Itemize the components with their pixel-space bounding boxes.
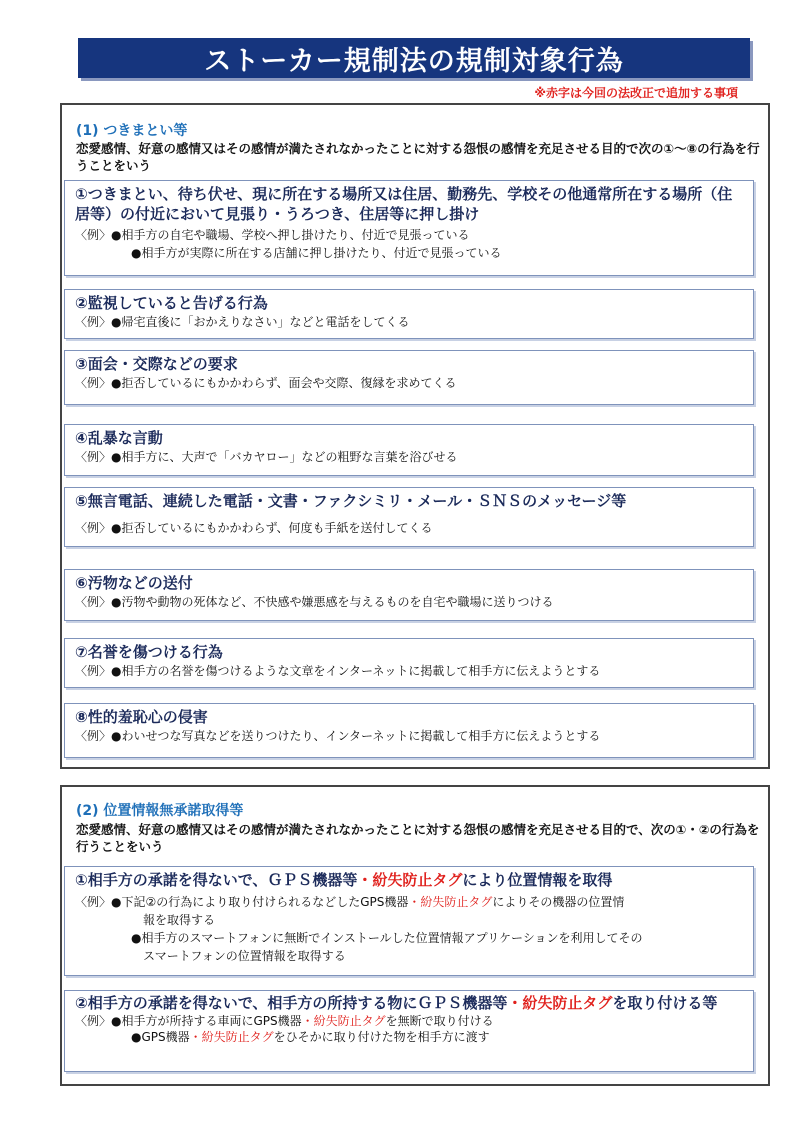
- item-1-1: [64, 180, 754, 276]
- item-1-4: [64, 424, 754, 476]
- item-example: 〈例〉●下記②の行為により取り付けられるなどしたGPS機器・紛失防止タグによりその機器の位置情 報を取得する: [75, 895, 625, 927]
- item-heading: ⑤無言電話、連続した電話・文書・ファクシミリ・メール・ＳＮＳのメッセージ等: [75, 492, 627, 510]
- section-2-title: (2) 位置情報無承諾取得等: [76, 803, 244, 819]
- item-example: 〈例〉●相手方の自宅や職場、学校へ押し掛けたり、付近で見張っている: [75, 228, 470, 242]
- item-heading: ⑥汚物などの送付: [75, 574, 193, 592]
- item-heading: ①つきまとい、待ち伏せ、現に所在する場所又は住居、勤務先、学校その他通常所在する場所（住居等）の付近において見張り・うろつき、住居等に押し掛け: [75, 185, 733, 223]
- item-example: 〈例〉●汚物や動物の死体など、不快感や嫌悪感を与えるものを自宅や職場に送りつける: [75, 595, 554, 609]
- item-example: ●相手方が実際に所在する店舗に押し掛けたり、付近で見張っている: [131, 246, 502, 260]
- item-example: 〈例〉●相手方に、大声で「バカヤロー」などの粗野な言葉を浴びせる: [75, 450, 458, 464]
- item-1-2: [64, 289, 754, 339]
- item-2-2: [64, 990, 754, 1072]
- item-example: 〈例〉●わいせつな写真などを送りつけたり、インターネットに掲載して相手方に伝えようとする: [75, 729, 601, 743]
- item-heading: ②監視していると告げる行為: [75, 294, 268, 312]
- item-example: 〈例〉●帰宅直後に「おかえりなさい」などと電話をしてくる: [75, 315, 410, 329]
- section-1-description: 恋愛感情、好意の感情又はその感情が満たされなかったことに対する怨恨の感情を充足させる目的で次の①～⑧の行為を行うことをいう: [76, 141, 760, 173]
- item-heading: ④乱暴な言動: [75, 429, 163, 447]
- item-1-5: [64, 487, 754, 547]
- item-example: ●相手方のスマートフォンに無断でインストールした位置情報アプリケーションを利用してその スマートフォンの位置情報を取得する: [131, 931, 643, 963]
- item-example: 〈例〉●相手方の名誉を傷つけるような文章をインターネットに掲載して相手方に伝えようとする: [75, 664, 601, 678]
- item-1-3: [64, 350, 754, 405]
- item-example: 〈例〉●拒否しているにもかかわらず、何度も手紙を送付してくる: [75, 521, 433, 535]
- page-title: ストーカー規制法の規制対象行為: [204, 45, 624, 77]
- item-example: 〈例〉●拒否しているにもかかわらず、面会や交際、復縁を求めてくる: [75, 376, 457, 390]
- item-2-1: [64, 866, 754, 976]
- item-heading: ⑧性的羞恥心の侵害: [75, 708, 208, 726]
- item-1-6: [64, 569, 754, 621]
- item-heading: ①相手方の承諾を得ないで、ＧＰＳ機器等・紛失防止タグにより位置情報を取得: [75, 871, 613, 889]
- item-1-7: [64, 638, 754, 688]
- amendment-note: ※赤字は今回の法改正で追加する事項: [534, 86, 738, 100]
- section-1-title: (1) つきまとい等: [76, 123, 188, 139]
- item-heading: ③面会・交際などの要求: [75, 355, 238, 373]
- item-example: 〈例〉●相手方が所持する車両にGPS機器・紛失防止タグを無断で取り付ける: [75, 1014, 494, 1028]
- item-1-8: [64, 703, 754, 758]
- section-2-description: 恋愛感情、好意の感情又はその感情が満たされなかったことに対する怨恨の感情を充足させる目的で、次の①・②の行為を行うことをいう: [76, 822, 760, 854]
- item-heading: ②相手方の承諾を得ないで、相手方の所持する物にＧＰＳ機器等・紛失防止タグを取り付ける等: [75, 994, 718, 1012]
- item-heading: ⑦名誉を傷つける行為: [75, 643, 223, 661]
- item-example: ●GPS機器・紛失防止タグをひそかに取り付けた物を相手方に渡す: [131, 1030, 490, 1044]
- title-banner: [78, 38, 750, 78]
